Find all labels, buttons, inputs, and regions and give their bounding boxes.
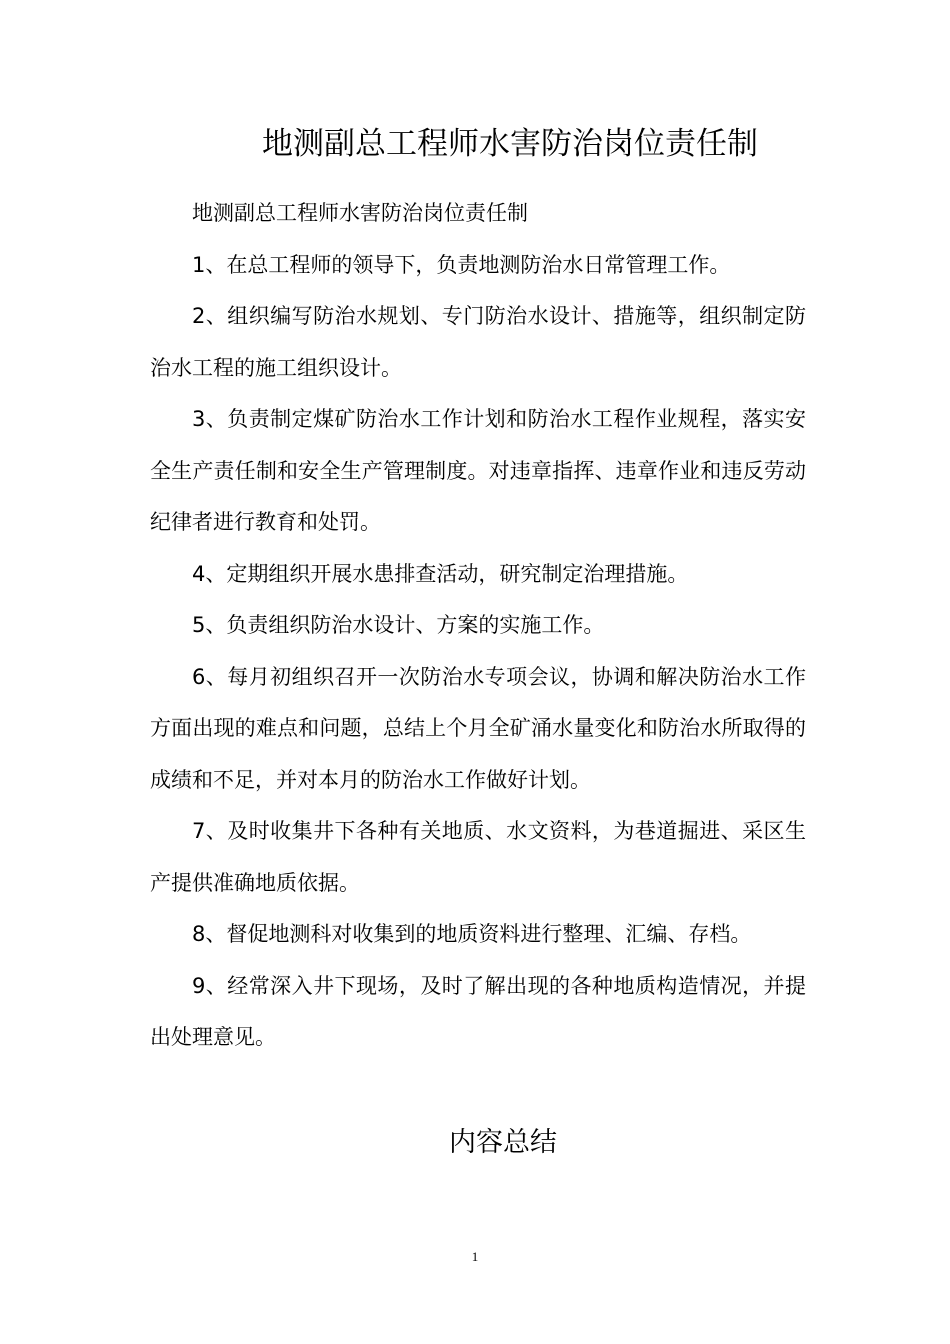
paragraph-item-2: 2、组织编写防治水规划、专门防治水设计、措施等，组织制定防治水工程的施工组织设计。 xyxy=(150,304,806,380)
paragraph-item-1: 1、在总工程师的领导下，负责地测防治水日常管理工作。 xyxy=(192,252,731,277)
paragraph-item-4: 4、定期组织开展水患排查活动，研究制定治理措施。 xyxy=(192,561,689,586)
paragraph-item-3: 3、负责制定煤矿防治水工作计划和防治水工程作业规程，落实安全生产责任制和安全生产管理制度。对违章指挥、违章作业和违反劳动纪律者进行教育和处罚。 xyxy=(150,407,806,534)
paragraph-item-7: 7、及时收集井下各种有关地质、水文资料，为巷道掘进、采区生产提供准确地质依据。 xyxy=(150,819,806,895)
paragraph-item-8: 8、督促地测科对收集到的地质资料进行整理、汇编、存档。 xyxy=(192,922,752,946)
document-body xyxy=(150,188,806,1064)
paragraph-item-9: 9、经常深入井下现场，及时了解出现的各种地质构造情况，并提出处理意见。 xyxy=(150,973,806,1049)
summary-heading: 内容总结 xyxy=(449,1127,557,1158)
paragraph-item-5: 5、负责组织防治水设计、方案的实施工作。 xyxy=(192,613,605,637)
page-number: 1 xyxy=(471,1249,479,1264)
document-title: 地测副总工程师水害防治岗位责任制 xyxy=(262,126,758,162)
paragraph-subtitle: 地测副总工程师水害防治岗位责任制 xyxy=(192,201,528,225)
paragraph-item-6: 6、每月初组织召开一次防治水专项会议，协调和解决防治水工作方面出现的难点和问题，总结上个月全矿涌水量变化和防治水所取得的成绩和不足，并对本月的防治水工作做好计划。 xyxy=(150,664,806,792)
